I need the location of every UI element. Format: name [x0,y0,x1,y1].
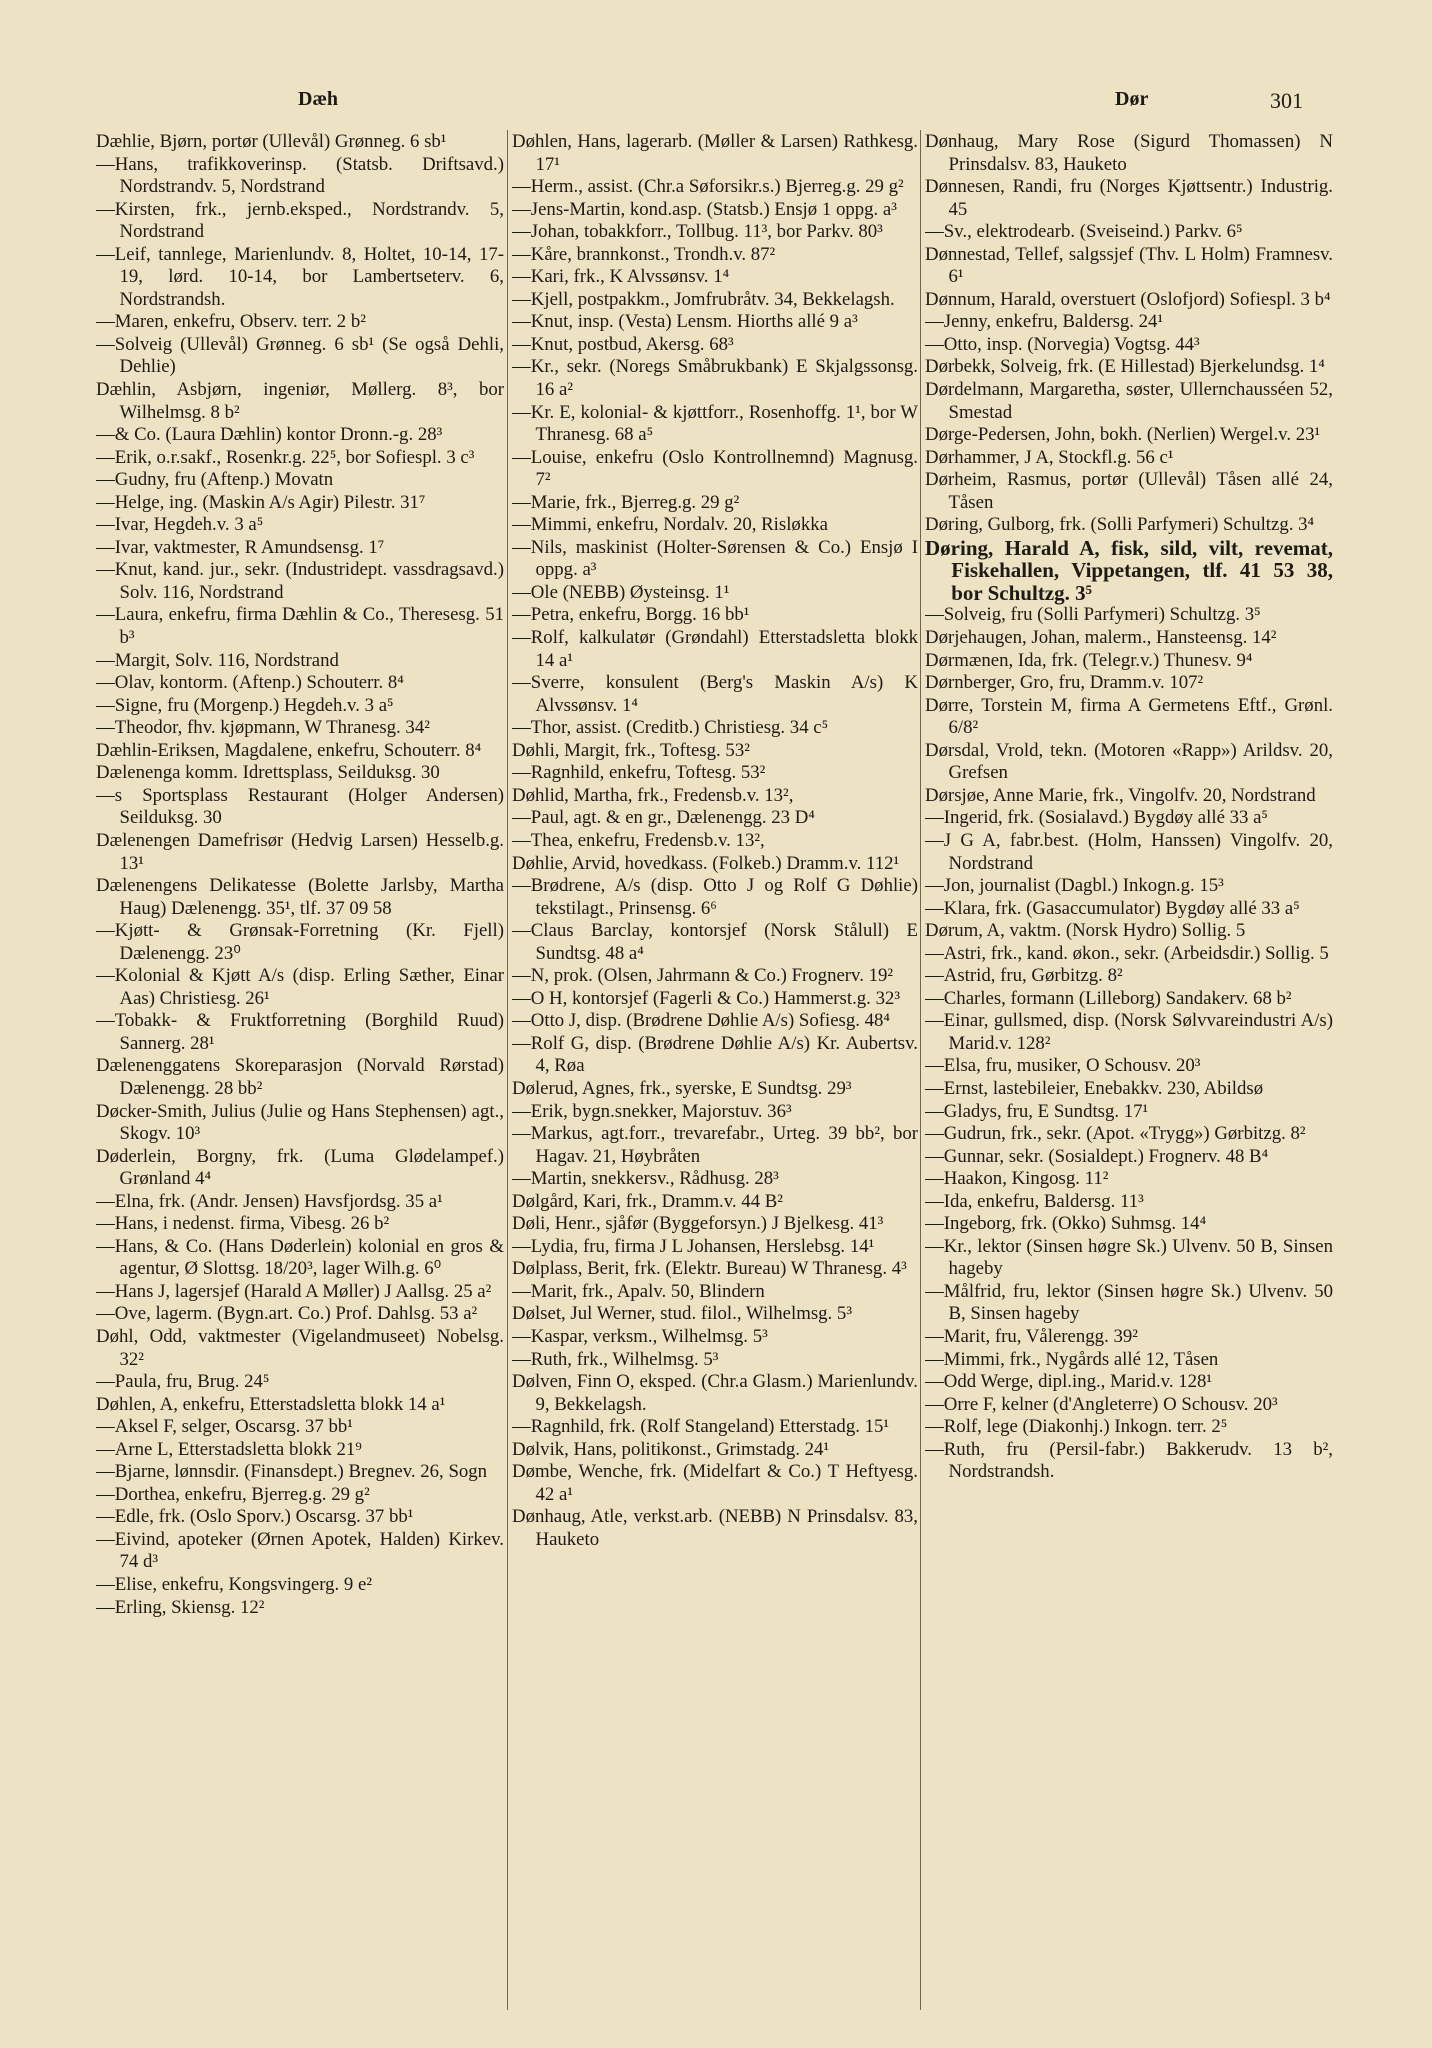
directory-entry: —Lydia, fru, firma J L Johansen, Herslebsg. 14¹ [512,1235,875,1257]
directory-entry: —Ragnhild, frk. (Rolf Stangeland) Etterstadg. 15¹ [512,1416,890,1438]
directory-entry: Dølvik, Hans, politikonst., Grimstadg. 24¹ [512,1438,830,1460]
directory-entry: —Ingeborg, frk. (Okko) Suhmsg. 14⁴ [925,1213,1207,1235]
directory-entry: —Haakon, Kingosg. 11² [925,1168,1109,1190]
directory-entry: —Orre F, kelner (d'Angleterre) O Schousv. 20³ [925,1393,1278,1415]
directory-entry: —Sverre, konsulent (Berg's Maskin A/s) K Alvssønsv. 1⁴ [512,672,918,716]
directory-entry: —Erling, Skiensg. 12² [96,1596,265,1618]
directory-entry: —Kjell, postpakkm., Jomfrubråtv. 34, Bekkelagsh. [512,288,895,310]
directory-entry: —Markus, agt.forr., trevarefabr., Urteg. 39 bb², bor Hagav. 21, Høybråten [512,1123,918,1167]
directory-entry: —Brødrene, A/s (disp. Otto J og Rolf G Døhlie) tekstilagt., Prinsensg. 6⁶ [512,875,918,919]
directory-entry: —Ivar, Hegdeh.v. 3 a⁵ [96,514,264,536]
directory-entry: —Elise, enkefru, Kongsvingerg. 9 e² [96,1574,372,1595]
directory-entry: —Marit, frk., Apalv. 50, Blindern [512,1280,765,1302]
directory-entry: Døli, Henr., sjåfør (Byggeforsyn.) J Bjelkesg. 41³ [512,1213,884,1235]
directory-entry: —Ingerid, frk. (Sosialavd.) Bygdøy allé 33 a⁵ [925,807,1268,829]
directory-entry: —Målfrid, fru, lektor (Sinsen høgre Sk.) Ulvenv. 50 B, Sinsen hageby [925,1280,1333,1325]
directory-entry: Dørdelmann, Margaretha, søster, Ullernchausséen 52, Smestad [925,379,1333,423]
directory-entry: Dølven, Finn O, eksped. (Chr.a Glasm.) Marienlundv. 9, Bekkelagsh. [512,1371,918,1415]
directory-entry: —Ragnhild, enkefru, Toftesg. 53² [512,762,766,784]
directory-entry: —Mimmi, enkefru, Nordalv. 20, Risløkka [512,514,828,536]
directory-entry: —Mimmi, frk., Nygårds allé 12, Tåsen [925,1348,1219,1370]
directory-entry: Døcker-Smith, Julius (Julie og Hans Stephensen) agt., Skogv. 10³ [96,1100,504,1145]
directory-entry: —Ivar, vaktmester, R Amundsensg. 1⁷ [96,536,385,558]
directory-entry: Dælenenga komm. Idrettsplass, Seilduksg. 30 [96,762,440,784]
directory-column-3 [925,131,1333,2011]
directory-entry: Dønnum, Harald, overstuert (Oslofjord) Sofiespl. 3 b⁴ [925,288,1331,310]
directory-entry: —Solveig, fru (Solli Parfymeri) Schultzg. 3⁵ [925,604,1261,626]
directory-entry: —Tobakk- & Fruktforretning (Borghild Ruud) Sannerg. 28¹ [96,1010,504,1054]
directory-entry: —Kjøtt- & Grønsak-Forretning (Kr. Fjell) Dælenengg. 23⁰ [96,920,504,964]
directory-entry: Dønnestad, Tellef, salgssjef (Thv. L Holm) Framnesv. 6¹ [925,243,1333,288]
directory-entry: Dølset, Jul Werner, stud. filol., Wilhelmsg. 5³ [512,1303,852,1325]
page-number: 301 [1270,88,1303,113]
directory-entry: —Gudrun, frk., sekr. (Apot. «Trygg») Gørbitzg. 8² [925,1123,1306,1145]
directory-entry: —J G A, fabr.best. (Holm, Hanssen) Vingolfv. 20, Nordstrand [925,829,1333,874]
directory-entry: —Rolf G, disp. (Brødrene Døhlie A/s) Kr. Aubertsv. 4, Røa [512,1032,918,1077]
directory-entry: —Dorthea, enkefru, Bjerreg.g. 29 g² [96,1483,370,1505]
directory-entry: —Kåre, brannkonst., Trondh.v. 87² [512,243,776,265]
directory-entry: —Kr. E, kolonial- & kjøttforr., Rosenhoffg. 1¹, bor W Thranesg. 68 a⁵ [512,401,918,446]
directory-entry: —Astri, frk., kand. økon., sekr. (Arbeidsdir.) Sollig. 5 [925,942,1329,964]
directory-entry: —Kr., sekr. (Noregs Småbrukbank) E Skjalgssonsg. 16 a² [512,356,918,401]
directory-entry: —Petra, enkefru, Borgg. 16 bb¹ [512,604,750,626]
directory-entry: —Theodor, fhv. kjøpmann, W Thranesg. 34² [96,717,430,739]
directory-entry: Døhlen, A, enkefru, Etterstadsletta blokk 14 a¹ [96,1393,446,1415]
directory-entry: —Ole (NEBB) Øysteinsg. 1¹ [512,581,730,603]
directory-entry: —Marit, fru, Vålerengg. 39² [925,1325,1138,1347]
directory-entry: —Charles, formann (Lilleborg) Sandakerv. 68 b² [925,987,1292,1009]
directory-column-2 [512,131,918,2011]
directory-entry: Dørheim, Rasmus, portør (Ullevål) Tåsen allé 24, Tåsen [925,469,1333,513]
directory-entry: —Ove, lagerm. (Bygn.art. Co.) Prof. Dahlsg. 53 a² [96,1303,478,1325]
directory-entry: —Elna, frk. (Andr. Jensen) Havsfjordsg. 35 a¹ [96,1190,443,1212]
directory-entry: —Maren, enkefru, Observ. terr. 2 b² [96,311,366,333]
column-rule [507,130,508,2010]
page-header [0,88,1432,124]
directory-entry: —Thea, enkefru, Fredensb.v. 13², [512,829,765,851]
directory-entry: Dørum, A, vaktm. (Norsk Hydro) Sollig. 5 [925,920,1246,942]
directory-entry: —Marie, frk., Bjerreg.g. 29 g² [512,491,740,513]
directory-entry: Døring, Harald A, fisk, sild, vilt, revemat, Fiskehallen, Vippetangen, tlf. 41 53 38, bor Schultzg. 3⁵ [925,535,1333,605]
directory-entry: —Otto J, disp. (Brødrene Døhlie A/s) Sofiesg. 48⁴ [512,1010,890,1032]
column-rule [920,130,921,2010]
directory-entry: —& Co. (Laura Dæhlin) kontor Dronn.-g. 28³ [96,424,443,446]
directory-entry: —Jenny, enkefru, Baldersg. 24¹ [925,311,1164,333]
directory-entry: —O H, kontorsjef (Fagerli & Co.) Hammerst.g. 32³ [512,987,900,1009]
directory-entry: Døhlen, Hans, lagerarb. (Møller & Larsen) Rathkesg. 17¹ [512,131,918,175]
directory-entry: —Knut, postbud, Akersg. 68³ [512,333,734,355]
directory-entry: Dørhammer, J A, Stockfl.g. 56 c¹ [925,446,1174,468]
directory-entry: —Klara, frk. (Gasaccumulator) Bygdøy allé 33 a⁵ [925,897,1300,919]
directory-entry: Dølplass, Berit, frk. (Elektr. Bureau) W Thranesg. 4³ [512,1258,907,1280]
directory-entry: —Aksel F, selger, Oscarsg. 37 bb¹ [96,1416,353,1438]
directory-entry: Døhlid, Martha, frk., Fredensb.v. 13², [512,784,794,806]
directory-entry: Dønhaug, Atle, verkst.arb. (NEBB) N Prinsdalsv. 83, Hauketo [512,1506,918,1550]
directory-entry: —Gladys, fru, E Sundtsg. 17¹ [925,1100,1149,1122]
directory-entry: —Kr., lektor (Sinsen høgre Sk.) Ulvenv. 50 B, Sinsen hageby [925,1235,1333,1280]
directory-entry: —Ruth, fru (Persil-fabr.) Bakkerudv. 13 b², Nordstrandsh. [925,1438,1333,1483]
directory-entry: —Arne L, Etterstadsletta blokk 21⁹ [96,1438,362,1460]
directory-entry: —Martin, snekkersv., Rådhusg. 28³ [512,1168,779,1190]
directory-entry: —Astrid, fru, Gørbitzg. 8² [925,965,1123,987]
directory-entry: —Sv., elektrodearb. (Sveiseind.) Parkv. 6⁵ [925,221,1243,243]
directory-entry: —Rolf, kalkulatør (Grøndahl) Etterstadsletta blokk 14 a¹ [512,627,918,671]
header-right-guide-word: Dør [1115,88,1149,110]
directory-entry: —Helge, ing. (Maskin A/s Agir) Pilestr. 31⁷ [96,491,426,513]
directory-entry: —Ruth, frk., Wilhelmsg. 5³ [512,1348,719,1370]
directory-entry: —Kolonial & Kjøtt A/s (disp. Erling Sæther, Einar Aas) Christiesg. 26¹ [96,965,504,1009]
directory-column-1 [96,131,504,2011]
directory-entry: —Paula, fru, Brug. 24⁵ [96,1371,270,1393]
directory-entry: —Edle, frk. (Oslo Sporv.) Oscarsg. 37 bb¹ [96,1506,414,1528]
directory-entry: —Signe, fru (Morgenp.) Hegdeh.v. 3 a⁵ [96,694,394,716]
directory-entry: Døhli, Margit, frk., Toftesg. 53² [512,739,750,761]
directory-entry: Dørnberger, Gro, fru, Dramm.v. 107² [925,672,1204,694]
directory-entry: —Hans, trafikkoverinsp. (Statsb. Driftsavd.) Nordstrandv. 5, Nordstrand [96,153,504,198]
directory-entry: Dørge-Pedersen, John, bokh. (Nerlien) Wergel.v. 23¹ [925,424,1321,446]
directory-entry: —Claus Barclay, kontorsjef (Norsk Stålull) E Sundtsg. 48 a⁴ [512,920,918,964]
directory-entry: —Laura, enkefru, firma Dæhlin & Co., Theresesg. 51 b³ [96,604,504,649]
directory-entry: —Margit, Solv. 116, Nordstrand [96,649,339,671]
directory-entry: —Einar, gullsmed, disp. (Norsk Sølvvareindustri A/s) Marid.v. 128² [925,1010,1333,1054]
directory-entry: —Bjarne, lønnsdir. (Finansdept.) Bregnev. 26, Sogn [96,1461,488,1483]
directory-entry: —Erik, bygn.snekker, Majorstuv. 36³ [512,1100,792,1122]
directory-entry: —s Sportsplass Restaurant (Holger Andersen) Seilduksg. 30 [96,784,504,829]
directory-entry: —Johan, tobakkforr., Tollbug. 11³, bor Parkv. 80³ [512,221,883,243]
directory-entry: —Hans, & Co. (Hans Døderlein) kolonial en gros & agentur, Ø Slottsg. 18/20³, lager Wilh.g. 6⁰ [96,1235,504,1280]
directory-entry: Døhlie, Arvid, hovedkass. (Folkeb.) Dramm.v. 112¹ [512,852,900,874]
directory-entry: —Thor, assist. (Creditb.) Christiesg. 34 c⁵ [512,717,829,739]
directory-entry: —Ida, enkefru, Baldersg. 11³ [925,1190,1144,1212]
directory-entry: Dørsjøe, Anne Marie, frk., Vingolfv. 20, Nordstrand [925,784,1316,806]
directory-entry: —Solveig (Ullevål) Grønneg. 6 sb¹ (Se også Dehli, Dehlie) [96,333,504,378]
header-left-guide-word: Dæh [298,88,339,110]
directory-entry: —Gunnar, sekr. (Sosialdept.) Frognerv. 48 B⁴ [925,1145,1269,1167]
directory-entry: —N, prok. (Olsen, Jahrmann & Co.) Frognerv. 19² [512,965,894,987]
directory-entry: Dælenengen Damefrisør (Hedvig Larsen) Hesselb.g. 13¹ [96,829,504,874]
directory-entry: —Otto, insp. (Norvegia) Vogtsg. 44³ [925,333,1200,355]
directory-entry: —Ernst, lastebileier, Enebakkv. 230, Abildsø [925,1077,1264,1099]
directory-entry: —Knut, kand. jur., sekr. (Industridept. vassdragsavd.) Solv. 116, Nordstrand [96,559,504,603]
directory-entry: —Gudny, fru (Aftenp.) Movatn [96,469,334,491]
directory-entry: Dælenengens Delikatesse (Bolette Jarlsby, Martha Haug) Dælenengg. 35¹, tlf. 37 09 58 [96,875,504,919]
directory-entry: —Kari, frk., K Alvssønsv. 1⁴ [512,266,730,288]
directory-entry: —Erik, o.r.sakf., Rosenkr.g. 22⁵, bor Sofiespl. 3 c³ [96,446,475,468]
directory-entry: —Odd Werge, dipl.ing., Marid.v. 128¹ [925,1371,1213,1393]
directory-entry: —Louise, enkefru (Oslo Kontrollnemnd) Magnusg. 7² [512,446,918,491]
directory-entry: —Elsa, fru, musiker, O Schousv. 20³ [925,1055,1201,1077]
directory-entry: —Hans, i nedenst. firma, Vibesg. 26 b² [96,1213,390,1235]
directory-entry: Dørbekk, Solveig, frk. (E Hillestad) Bjerkelundsg. 1⁴ [925,356,1325,378]
directory-entry: Dælenenggatens Skoreparasjon (Norvald Rørstad) Dælenengg. 28 bb² [96,1055,504,1099]
directory-entry: Dæhlin, Asbjørn, ingeniør, Møllerg. 8³, bor Wilhelmsg. 8 b² [96,379,504,423]
directory-entry: Dølgård, Kari, frk., Dramm.v. 44 B² [512,1190,783,1212]
directory-entry: —Kirsten, frk., jernb.eksped., Nordstrandv. 5, Nordstrand [96,198,504,243]
directory-entry: Døhl, Odd, vaktmester (Vigelandmuseet) Nobelsg. 32² [96,1325,504,1370]
directory-entry: Døring, Gulborg, frk. (Solli Parfymeri) Schultzg. 3⁴ [925,514,1315,536]
directory-entry: —Hans J, lagersjef (Harald A Møller) J Aallsg. 25 a² [96,1280,492,1302]
directory-entry: —Leif, tannlege, Marienlundv. 8, Holtet, 10-14, 17-19, lørd. 10-14, bor Lambertseterv. 6, Nordstrandsh. [96,243,504,310]
directory-entry: Dønhaug, Mary Rose (Sigurd Thomassen) N Prinsdalsv. 83, Hauketo [925,131,1333,175]
directory-entry: Dæhlin-Eriksen, Magdalene, enkefru, Schouterr. 8⁴ [96,739,482,761]
directory-entry: Dørsdal, Vrold, tekn. (Motoren «Rapp») Arildsv. 20, Grefsen [925,739,1333,784]
directory-entry: —Olav, kontorm. (Aftenp.) Schouterr. 8⁴ [96,672,404,694]
directory-entry: —Knut, insp. (Vesta) Lensm. Hiorths allé 9 a³ [512,311,858,333]
directory-entry: —Rolf, lege (Diakonhj.) Inkogn. terr. 2⁵ [925,1416,1228,1438]
directory-entry: —Nils, maskinist (Holter-Sørensen & Co.) Ensjø I oppg. a³ [512,536,918,581]
directory-entry: Dæhlie, Bjørn, portør (Ullevål) Grønneg. 6 sb¹ [96,131,447,152]
directory-entry: Dørmænen, Ida, frk. (Telegr.v.) Thunesv. 9⁴ [925,649,1253,671]
directory-entry: —Jens-Martin, kond.asp. (Statsb.) Ensjø 1 oppg. a³ [512,198,897,220]
directory-entry: Dølerud, Agnes, frk., syerske, E Sundtsg. 29³ [512,1077,852,1099]
directory-entry: Døderlein, Borgny, frk. (Luma Glødelampef.) Grønland 4⁴ [96,1145,504,1190]
directory-entry: Dørre, Torstein M, firma A Germetens Eftf., Grønl. 6/8² [925,694,1333,739]
directory-entry: —Jon, journalist (Dagbl.) Inkogn.g. 15³ [925,875,1224,897]
directory-entry: —Kaspar, verksm., Wilhelmsg. 5³ [512,1325,768,1347]
directory-entry: —Eivind, apoteker (Ørnen Apotek, Halden) Kirkev. 74 d³ [96,1528,504,1573]
directory-entry: —Herm., assist. (Chr.a Søforsikr.s.) Bjerreg.g. 29 g² [512,176,904,198]
directory-entry: Dørjehaugen, Johan, malerm., Hansteensg. 14² [925,627,1277,649]
directory-entry: Dømbe, Wenche, frk. (Midelfart & Co.) T Heftyesg. 42 a¹ [512,1461,918,1505]
directory-entry: Dønnesen, Randi, fru (Norges Kjøttsentr.) Industrig. 45 [925,176,1333,220]
directory-entry: —Paul, agt. & en gr., Dælenengg. 23 D⁴ [512,807,815,829]
